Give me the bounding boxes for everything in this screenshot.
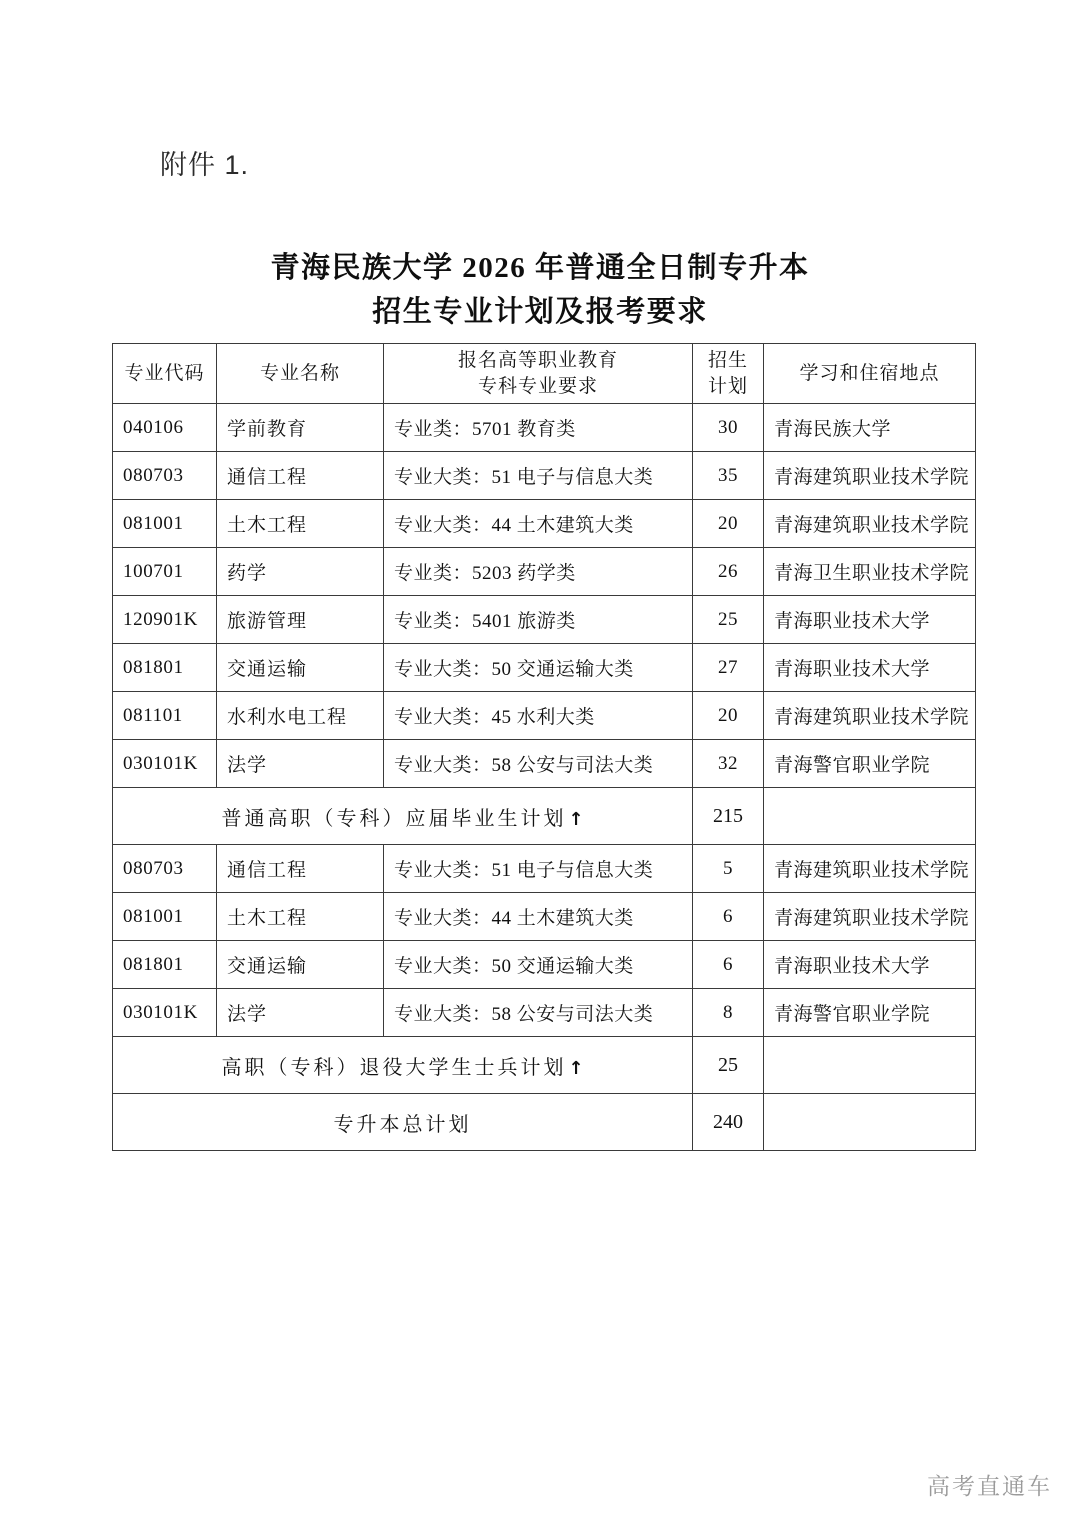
cell-requirement: 专业类：5701 教育类: [384, 404, 693, 452]
cell-major-name: 法学: [217, 740, 384, 788]
table-row: [113, 452, 976, 500]
subtotal-label-text: 普通高职（专科）应届毕业生计划: [221, 807, 567, 830]
subtotal-row-veteran-students: [113, 1037, 976, 1094]
watermark: 高考直通车: [927, 1473, 1052, 1499]
subtotal-place-blank: [764, 1037, 976, 1094]
cell-requirement: 专业大类：45 水利大类: [384, 692, 693, 740]
cell-place: 青海警官职业学院: [764, 740, 976, 788]
grand-total-label: 专升本总计划: [113, 1094, 693, 1151]
cell-major-name: 通信工程: [217, 845, 384, 893]
cell-quota: 32: [693, 740, 764, 788]
cell-quota: 8: [693, 989, 764, 1037]
cell-place: 青海民族大学: [764, 404, 976, 452]
table-row: [113, 404, 976, 452]
subtotal-label-text: 高职（专科）退役大学生士兵计划: [221, 1056, 567, 1079]
column-header-requirement-line-2: 专科专业要求: [477, 375, 598, 397]
cell-requirement: 专业类：5203 药学类: [384, 548, 693, 596]
grand-total-quota: 240: [693, 1094, 764, 1151]
grand-total-place-blank: [764, 1094, 976, 1151]
table-row: [113, 845, 976, 893]
page-title-line-1: 青海民族大学 2026 年普通全日制专升本: [270, 252, 810, 284]
cell-requirement: 专业类：5401 旅游类: [384, 596, 693, 644]
cell-major-name: 学前教育: [217, 404, 384, 452]
cell-quota: 35: [693, 452, 764, 500]
table-row: [113, 989, 976, 1037]
cell-major-name: 交通运输: [217, 941, 384, 989]
table-row: [113, 740, 976, 788]
cell-place: 青海建筑职业技术学院: [764, 692, 976, 740]
column-header-quota-line-2: 计划: [707, 375, 748, 397]
cell-major-code: 080703: [113, 845, 217, 893]
subtotal-label-veteran-students: [113, 1037, 693, 1094]
cell-major-name: 旅游管理: [217, 596, 384, 644]
cell-major-code: 120901K: [113, 596, 217, 644]
cell-requirement: 专业大类：50 交通运输大类: [384, 941, 693, 989]
arrow-up-icon: ↑: [568, 1057, 584, 1079]
cell-major-name: 土木工程: [217, 500, 384, 548]
cell-place: 青海警官职业学院: [764, 989, 976, 1037]
subtotal-place-blank: [764, 788, 976, 845]
grand-total-row: [113, 1094, 976, 1151]
cell-quota: 25: [693, 596, 764, 644]
subtotal-row-fresh-graduates: [113, 788, 976, 845]
cell-requirement: 专业大类：58 公安与司法大类: [384, 989, 693, 1037]
admission-plan-table: [112, 343, 976, 1151]
cell-place: 青海职业技术大学: [764, 596, 976, 644]
cell-major-name: 药学: [217, 548, 384, 596]
cell-major-code: 040106: [113, 404, 217, 452]
column-header-major-name: 专业名称: [217, 344, 384, 404]
cell-place: 青海建筑职业技术学院: [764, 893, 976, 941]
cell-quota: 27: [693, 644, 764, 692]
cell-requirement: 专业大类：51 电子与信息大类: [384, 845, 693, 893]
table-row: [113, 941, 976, 989]
arrow-up-icon: ↑: [568, 808, 584, 830]
cell-major-name: 通信工程: [217, 452, 384, 500]
table-header: [113, 344, 976, 404]
cell-major-name: 法学: [217, 989, 384, 1037]
cell-requirement: 专业大类：51 电子与信息大类: [384, 452, 693, 500]
cell-major-name: 土木工程: [217, 893, 384, 941]
cell-place: 青海建筑职业技术学院: [764, 845, 976, 893]
table-row: [113, 692, 976, 740]
column-header-place: 学习和住宿地点: [764, 344, 976, 404]
subtotal-label-fresh-graduates: [113, 788, 693, 845]
page-title: [0, 246, 1080, 334]
table-row: [113, 893, 976, 941]
table-row: [113, 596, 976, 644]
cell-major-code: 081801: [113, 941, 217, 989]
column-header-quota-line-1: 招生: [707, 349, 748, 371]
subtotal-quota-fresh-graduates: 215: [693, 788, 764, 845]
table-body: [113, 404, 976, 1151]
cell-quota: 5: [693, 845, 764, 893]
cell-major-name: 交通运输: [217, 644, 384, 692]
cell-major-code: 081001: [113, 500, 217, 548]
column-header-requirement-line-1: 报名高等职业教育: [457, 349, 618, 371]
cell-major-code: 030101K: [113, 989, 217, 1037]
cell-requirement: 专业大类：44 土木建筑大类: [384, 893, 693, 941]
table-header-row: [113, 344, 976, 404]
cell-requirement: 专业大类：44 土木建筑大类: [384, 500, 693, 548]
page-title-line-2: 招生专业计划及报考要求: [372, 296, 708, 328]
subtotal-quota-veteran-students: 25: [693, 1037, 764, 1094]
cell-major-code: 081801: [113, 644, 217, 692]
column-header-quota: [693, 344, 764, 404]
cell-quota: 6: [693, 941, 764, 989]
cell-quota: 26: [693, 548, 764, 596]
column-header-requirement: [384, 344, 693, 404]
cell-major-code: 081101: [113, 692, 217, 740]
table-row: [113, 644, 976, 692]
cell-place: 青海职业技术大学: [764, 644, 976, 692]
cell-quota: 20: [693, 500, 764, 548]
cell-major-code: 030101K: [113, 740, 217, 788]
cell-place: 青海建筑职业技术学院: [764, 500, 976, 548]
attachment-label: 附件 1.: [160, 150, 250, 180]
plan-table-container: [112, 343, 975, 1151]
column-header-major-code: 专业代码: [113, 344, 217, 404]
cell-requirement: 专业大类：50 交通运输大类: [384, 644, 693, 692]
table-row: [113, 548, 976, 596]
cell-place: 青海职业技术大学: [764, 941, 976, 989]
cell-quota: 20: [693, 692, 764, 740]
cell-quota: 6: [693, 893, 764, 941]
cell-place: 青海卫生职业技术学院: [764, 548, 976, 596]
cell-place: 青海建筑职业技术学院: [764, 452, 976, 500]
cell-quota: 30: [693, 404, 764, 452]
cell-major-code: 080703: [113, 452, 217, 500]
cell-major-name: 水利水电工程: [217, 692, 384, 740]
cell-requirement: 专业大类：58 公安与司法大类: [384, 740, 693, 788]
cell-major-code: 081001: [113, 893, 217, 941]
table-row: [113, 500, 976, 548]
cell-major-code: 100701: [113, 548, 217, 596]
